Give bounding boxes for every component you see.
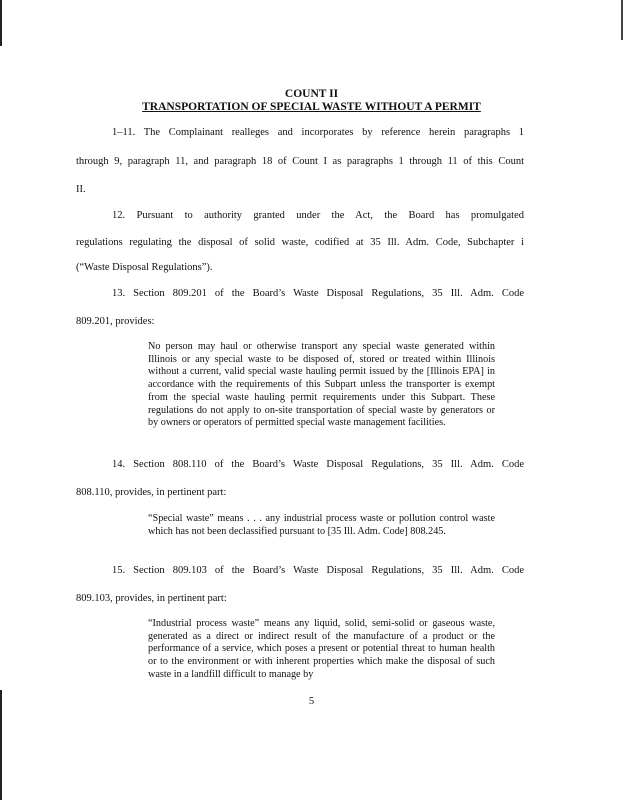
- paragraph-13-line-1: 13. Section 809.201 of the Board’s Waste Disposal Regulations, 35 Ill. Adm. Code: [112, 288, 524, 299]
- block-quote-808-110: “Special waste” means . . . any industrial process waste or pollution control waste which has not been declassified pursuant to [35 Ill. Adm. Code] 808.245.: [148, 513, 495, 537]
- paragraph-12-line-3: (“Waste Disposal Regulations”).: [76, 262, 213, 273]
- paragraph-14-line-1: 14. Section 808.110 of the Board’s Waste Disposal Regulations, 35 Ill. Adm. Code: [112, 459, 524, 470]
- block-quote-809-103: “Industrial process waste” means any liquid, solid, semi-solid or gaseous waste, generated as a direct or indirect result of the manufacture of a product or the performance of a service, which poses a present or potential threat to human health or to the environment or with inherent properties which make the disposal of such waste in a landfill difficult to manage by: [148, 618, 495, 680]
- count-heading: COUNT II: [284, 88, 339, 100]
- paragraph-12-line-2: regulations regulating the disposal of solid waste, codified at 35 Ill. Adm. Code, Subchapter i: [76, 237, 524, 248]
- page-number: 5: [308, 696, 315, 707]
- paragraph-1-line-3: II.: [76, 184, 86, 195]
- paragraph-1-line-1: 1–11. The Complainant realleges and incorporates by reference herein paragraphs 1: [112, 127, 524, 138]
- paragraph-15-line-1: 15. Section 809.103 of the Board’s Waste Disposal Regulations, 35 Ill. Adm. Code: [112, 565, 524, 576]
- count-title: TRANSPORTATION OF SPECIAL WASTE WITHOUT A PERMIT: [142, 101, 481, 113]
- paragraph-13-line-2: 809.201, provides:: [76, 316, 155, 327]
- paragraph-14-line-2: 808.110, provides, in pertinent part:: [76, 487, 227, 498]
- paragraph-12-line-1: 12. Pursuant to authority granted under the Act, the Board has promulgated: [112, 210, 524, 221]
- paragraph-1-line-2: through 9, paragraph 11, and paragraph 18 of Count I as paragraphs 1 through 11 of this Count: [76, 156, 524, 167]
- paragraph-15-line-2: 809.103, provides, in pertinent part:: [76, 593, 227, 604]
- scan-edge-left-top: [0, 0, 2, 46]
- block-quote-809-201: No person may haul or otherwise transport any special waste generated within Illinois or any special waste to be disposed of, stored or treated within Illinois without a current, valid special waste hauling permit issued by the [Illinois EPA] in accordance with the requirements of this Subpart unless the transporter is exempt from the special waste hauling permit requirements under this Subpart. These regulations do not apply to on-site transportation of special waste by generators or by owners or operators of permitted special waste management facilities.: [148, 341, 495, 429]
